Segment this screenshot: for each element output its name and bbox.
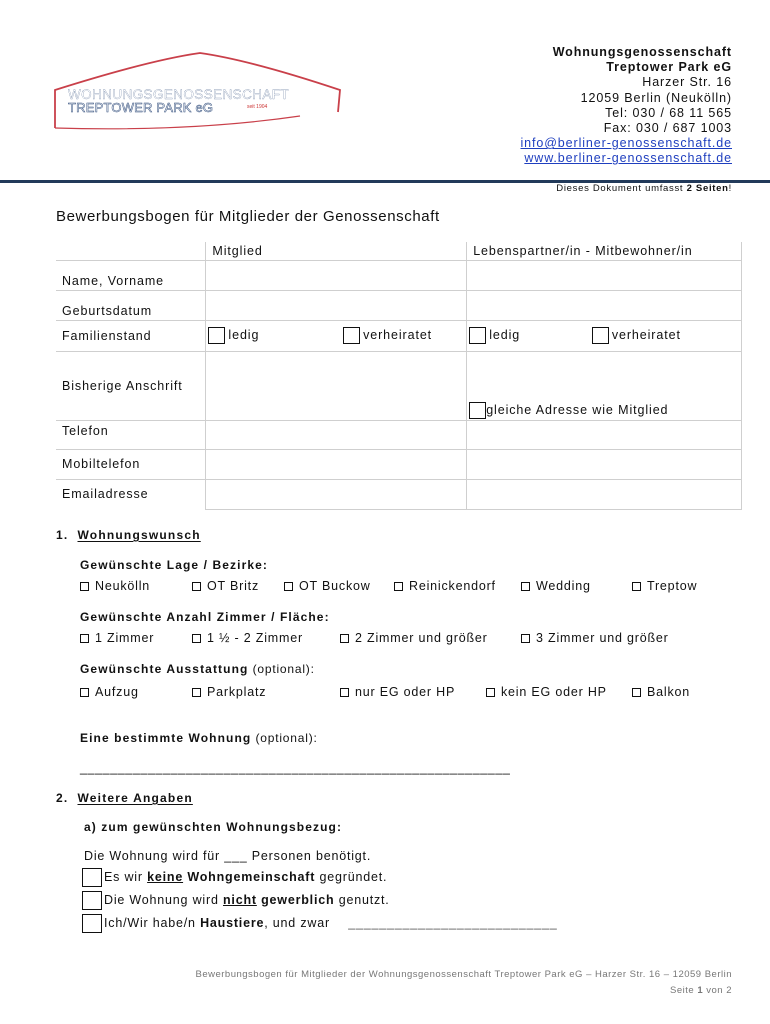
checkbox-icon[interactable]: [521, 582, 530, 591]
ausstattung-option-1[interactable]: Parkplatz: [192, 685, 266, 699]
page-number: Seite 1 von 2: [670, 985, 732, 996]
logo-text-line1: WOHNUNGSGENOSSENSCHAFT: [68, 87, 290, 102]
pages-note: Dieses Dokument umfasst 2 Seiten!: [556, 183, 732, 194]
partner-birth-field[interactable]: [467, 290, 742, 320]
web-link[interactable]: www.berliner-genossenschaft.de: [524, 151, 732, 166]
member-single-label: ledig: [228, 327, 260, 342]
checkbox-icon[interactable]: [521, 634, 530, 643]
section2-heading: 2. Weitere Angaben: [56, 791, 193, 805]
member-phone-field[interactable]: [206, 420, 467, 449]
checkbox-icon[interactable]: [632, 582, 641, 591]
zimmer-option-2[interactable]: 2 Zimmer und größer: [340, 631, 488, 645]
member-mobile-field[interactable]: [206, 449, 467, 479]
checkbox-icon[interactable]: [192, 688, 201, 697]
partner-email-field[interactable]: [467, 479, 742, 509]
partner-address-field[interactable]: [467, 351, 742, 420]
checkbox-icon[interactable]: [340, 634, 349, 643]
lage-option-0[interactable]: Neukölln: [80, 579, 150, 593]
partner-married-label: verheiratet: [611, 327, 681, 342]
org-name-2: Treptower Park eG: [606, 60, 732, 75]
email-link[interactable]: info@berliner-genossenschaft.de: [520, 136, 732, 151]
ausstattung-option-2[interactable]: nur EG oder HP: [340, 685, 455, 699]
wohnung-label-row: Eine bestimmte Wohnung (optional):: [80, 731, 318, 745]
address-block: [520, 45, 732, 167]
wg-row: Es wir keine Wohngemeinschaft gegründet.: [82, 868, 387, 887]
checkbox-icon[interactable]: [80, 582, 89, 591]
checkbox-icon[interactable]: [192, 582, 201, 591]
logo-since: seit 1904: [247, 104, 268, 110]
section1-heading: 1. Wohnungswunsch: [56, 528, 201, 542]
zimmer-label: Gewünschte Anzahl Zimmer / Fläche:: [80, 610, 330, 624]
ausstattung-option-4[interactable]: Balkon: [632, 685, 690, 699]
label-address: Bisherige Anschrift: [56, 351, 206, 420]
partner-name-field[interactable]: [467, 260, 742, 290]
label-birth: Geburtsdatum: [56, 290, 206, 320]
lage-option-4[interactable]: Wedding: [521, 579, 591, 593]
member-single-checkbox[interactable]: [208, 327, 225, 344]
label-email: Emailadresse: [56, 479, 206, 509]
street: Harzer Str. 16: [642, 75, 732, 90]
logo-text-line2: TREPTOWER PARK eG: [68, 100, 214, 115]
checkbox-icon[interactable]: [192, 634, 201, 643]
lage-option-5[interactable]: Treptow: [632, 579, 697, 593]
label-phone: Telefon: [56, 420, 206, 449]
label-family: Familienstand: [56, 320, 206, 351]
footer-text: Bewerbungsbogen für Mitglieder der Wohnungsgenossenschaft Treptower Park eG – Harzer Str. 16 – 12059 Berlin: [195, 969, 732, 980]
partner-family-options: [467, 320, 742, 351]
section2-sub-a: a) zum gewünschten Wohnungsbezug:: [84, 820, 343, 834]
zimmer-option-3[interactable]: 3 Zimmer und größer: [521, 631, 669, 645]
wohnung-input-line[interactable]: _________________________________________________________: [80, 761, 511, 775]
same-address-checkbox[interactable]: [469, 402, 486, 419]
city: 12059 Berlin (Neukölln): [580, 90, 732, 105]
org-name-1: Wohnungsgenossenschaft: [552, 45, 732, 59]
member-married-label: verheiratet: [363, 327, 433, 342]
pets-row: Ich/Wir habe/n Haustiere, und zwar ___________________________: [82, 914, 558, 933]
same-address-label: gleiche Adresse wie Mitglied: [486, 402, 669, 417]
page-title: Bewerbungsbogen für Mitglieder der Genossenschaft: [56, 208, 440, 225]
lage-option-1[interactable]: OT Britz: [192, 579, 259, 593]
label-mobile: Mobiltelefon: [56, 449, 206, 479]
ausstattung-label-row: Gewünschte Ausstattung (optional):: [80, 662, 315, 676]
member-name-field[interactable]: [206, 260, 467, 290]
phone: Tel: 030 / 68 11 565: [605, 105, 732, 120]
member-married-checkbox[interactable]: [343, 327, 360, 344]
col-partner: Lebenspartner/in - Mitbewohner/in: [467, 242, 742, 260]
gewerbe-checkbox[interactable]: [82, 891, 102, 910]
pets-input-line[interactable]: ___________________________: [348, 915, 558, 930]
partner-single-label: ledig: [489, 327, 521, 342]
checkbox-icon[interactable]: [80, 688, 89, 697]
partner-mobile-field[interactable]: [467, 449, 742, 479]
member-birth-field[interactable]: [206, 290, 467, 320]
lage-option-2[interactable]: OT Buckow: [284, 579, 371, 593]
member-family-options: [206, 320, 467, 351]
ausstattung-option-3[interactable]: kein EG oder HP: [486, 685, 607, 699]
label-name: Name, Vorname: [56, 260, 206, 290]
checkbox-icon[interactable]: [284, 582, 293, 591]
wg-checkbox[interactable]: [82, 868, 102, 887]
partner-single-checkbox[interactable]: [469, 327, 486, 344]
lage-label: Gewünschte Lage / Bezirke:: [80, 558, 268, 572]
col-member: Mitglied: [206, 242, 467, 260]
checkbox-icon[interactable]: [394, 582, 403, 591]
checkbox-icon[interactable]: [632, 688, 641, 697]
checkbox-icon[interactable]: [486, 688, 495, 697]
applicant-table: [56, 242, 742, 510]
checkbox-icon[interactable]: [340, 688, 349, 697]
lage-option-3[interactable]: Reinickendorf: [394, 579, 496, 593]
member-address-field[interactable]: [206, 351, 467, 420]
persons-text: Die Wohnung wird für ___ Personen benötigt.: [84, 849, 372, 863]
gewerbe-row: Die Wohnung wird nicht gewerblich genutzt.: [82, 891, 390, 910]
checkbox-icon[interactable]: [80, 634, 89, 643]
fax: Fax: 030 / 687 1003: [603, 121, 732, 136]
pets-checkbox[interactable]: [82, 914, 102, 933]
ausstattung-option-0[interactable]: Aufzug: [80, 685, 139, 699]
member-email-field[interactable]: [206, 479, 467, 509]
partner-phone-field[interactable]: [467, 420, 742, 449]
zimmer-option-0[interactable]: 1 Zimmer: [80, 631, 154, 645]
zimmer-option-1[interactable]: 1 ½ - 2 Zimmer: [192, 631, 303, 645]
partner-married-checkbox[interactable]: [592, 327, 609, 344]
